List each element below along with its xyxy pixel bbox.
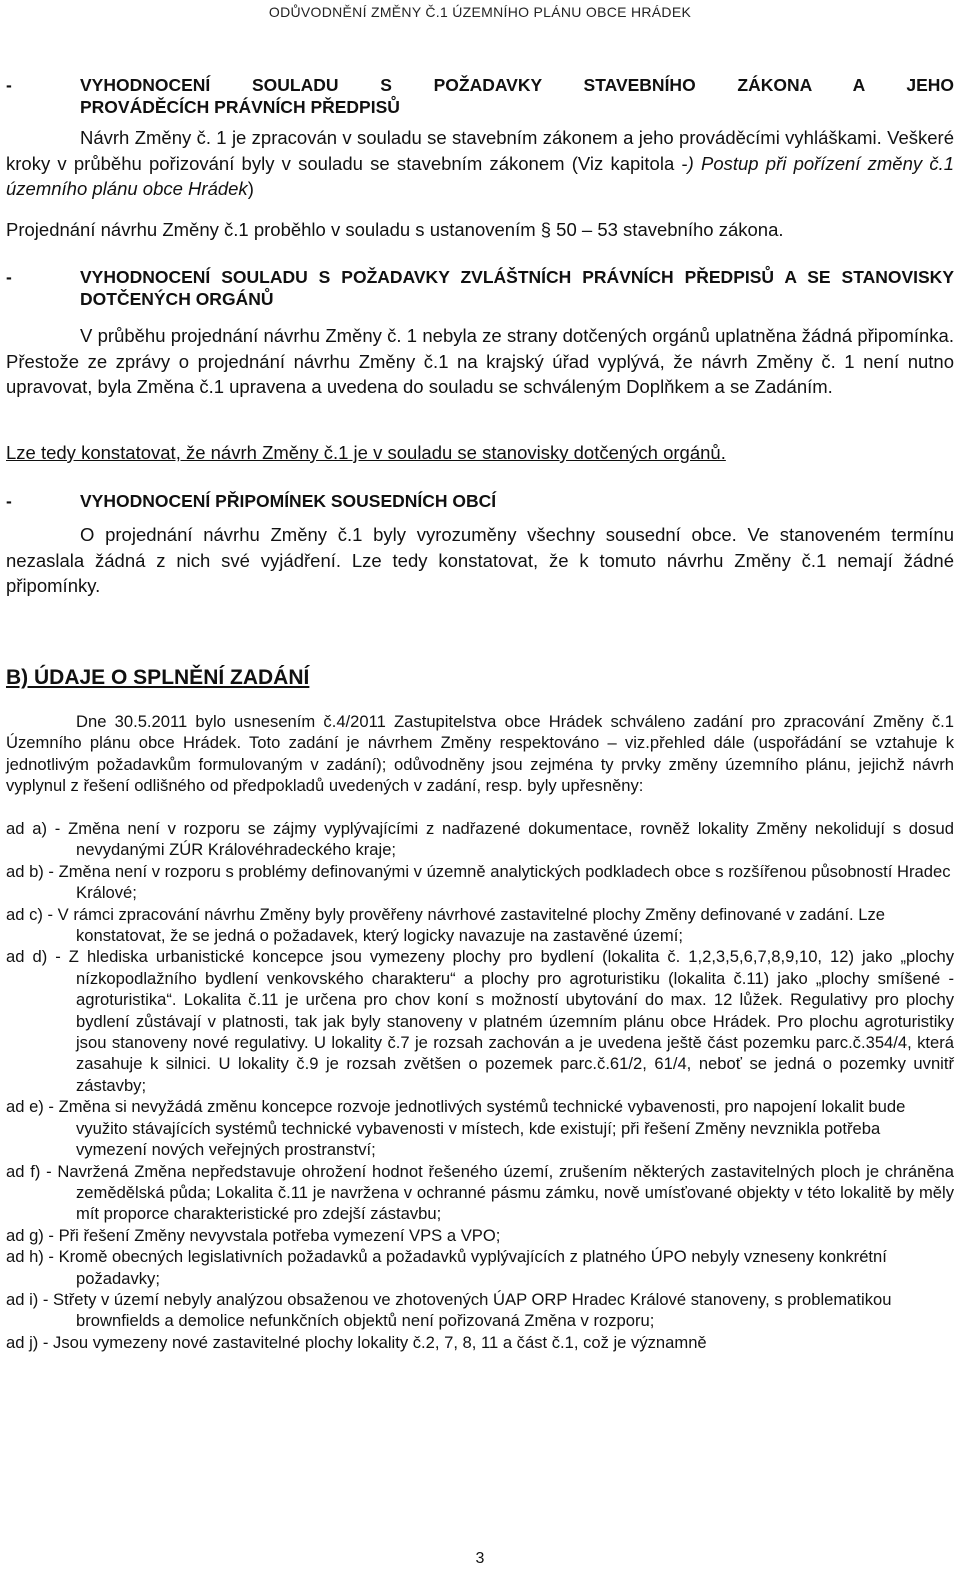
paragraph-negotiation: Projednání návrhu Změny č.1 proběhlo v souladu s ustanovením § 50 – 53 stavebního zákona. [6,219,784,240]
section-heading-legal-compliance: - VYHODNOCENÍ SOULADU S POŽADAVKY STAVEBNÍHO ZÁKONA A JEHO PROVÁDĚCÍCH PRÁVNÍCH PŘEDPISŮ [6,75,954,117]
page-header: ODŮVODNĚNÍ ZMĚNY Č.1 ÚZEMNÍHO PLÁNU OBCE HRÁDEK [268,4,692,20]
list-item-h: ad h) - Kromě obecných legislativních požadavků a požadavků vyplývajících z platného ÚPO nebyly vzneseny konkrétní požadavky; [6,1247,887,1288]
paragraph-authorities: V průběhu projednání návrhu Změny č. 1 nebyla ze strany dotčených orgánů uplatněna žádná připomínka. Přestože ze zprávy o projednání návrhu Změny č.1 na krajský úřad vyplývá, že návrh Změny č. 1 není nutno upravovat, byla Změna č.1 upravena a uvedena do souladu se schváleným Doplňkem a se Zadáním. [6,325,954,397]
list-item-c: ad c) - V rámci zpracování návrhu Změny byly prověřeny návrhové zastavitelné plochy Změny definované v zadání. Lze konstatovat, že se jedná o požadavek, který logicky navazuje na zastavěné území; [6,904,885,946]
section-b-title: B) ÚDAJE O SPLNĚNÍ ZADÁNÍ [6,666,310,689]
list-item-j: ad j) - Jsou vymezeny nové zastavitelné plochy lokality č.2, 7, 8, 11 a část č.1, což je významně [6,1332,707,1352]
page-number: 3 [475,1550,485,1567]
section-heading-special-regulations: - VYHODNOCENÍ SOULADU S POŽADAVKY ZVLÁŠTNÍCH PRÁVNÍCH PŘEDPISŮ A SE STANOVISKY DOTČENÝCH ORGÁNŮ [6,267,954,309]
list-item-a: ad a) - Změna není v rozporu se zájmy vyplývajícími z nadřazené dokumentace, rovněž lokality Změny nekolidují s dosud nevydanými ZÚR Královéhradeckého kraje; [6,819,954,860]
list-item-e: ad e) - Změna si nevyžádá změnu koncepce rozvoje jednotlivých systémů technické vybavenosti, pro napojení lokalit bude využito stávajících systémů technické vybavenosti v místech, kde existují; při řešení Změny nevznikla potřeba vymezení nových veřejných prostranství; [6,1097,906,1160]
paragraph-neighbours: O projednání návrhu Změny č.1 byly vyrozuměny všechny sousední obce. Ve stanoveném termínu nezaslala žádná z nich své vyjádření. Lze tedy konstatovat, že k tomuto návrhu Změny č.1 nemají žádné připomínky. [6,524,954,596]
heading-line-2: PROVÁDĚCÍCH PRÁVNÍCH PŘEDPISŮ [80,97,400,117]
paragraph-conclusion: Lze tedy konstatovat, že návrh Změny č.1 je v souladu se stanovisky dotčených orgánů. [6,442,726,463]
requirements-list [6,818,954,1353]
list-item-g: ad g) - Při řešení Změny nevyvstala potřeba vymezení VPS a VPO; [6,1225,501,1245]
paragraph-assignment-intro: Dne 30.5.2011 bylo usnesením č.4/2011 Zastupitelstva obce Hrádek schváleno zadání pro zpracování Změny č.1 Územního plánu obce Hrádek. Toto zadání je návrhem Změny respektováno – viz.přehled dále (uspořádání se vztahuje k jednotlivým požadavkům formulovaným v zadání); odůvodněny jsou zejména ty prvky změny územního plánu, jejichž návrh vyplynul z řešení odlišného od předpokladů uvedených v zadání, resp. byly upřesněny: [6,712,954,796]
heading-line-1: VYHODNOCENÍ SOULADU S POŽADAVKY STAVEBNÍHO ZÁKONA A JEHO [80,75,954,95]
list-item-f: ad f) - Navržená Změna nepředstavuje ohrožení hodnot řešeného území, zrušením některých zastavitelných ploch je chráněna zemědělská půda; Lokalita č.11 je navržena v ochranné pásmu zámku, nově umísťované objekty v této lokalitě by měly mít proporce charakteristické pro zdejší zástavbu; [6,1161,955,1224]
section-heading-neighbour-comments: - VYHODNOCENÍ PŘIPOMÍNEK SOUSEDNÍCH OBCÍ [6,491,497,511]
list-item-d: ad d) - Z hlediska urbanistické koncepce jsou vymezeny plochy pro bydlení (lokalita č. 1,2,3,5,6,7,8,9,10, 12) jako „plochy nízkopodlažního bydlení venkovského charakteru“ a plochy pro agroturistiku (lokalita č.11) jako „plochy smíšené - agroturistika“. Lokalita č.11 je určena pro chov koní s možností ubytování do max. 12 lůžek. Regulativy pro plochy bydlení zůstávají v platnosti, tak jak byly stanoveny v platném územním plánu obce Hrádek. Pro plochu agroturistiky jsou stanoveny nové regulativy. U lokality č.7 je rozsah zachován a je uvedena ještě část pozemku parc.č.354/4, která zasahuje k silnici. U lokality č.9 je rozsah zvětšen o pozemek parc.č.61/2, 61/4, neboť se jedná o pozemky uvnitř zástavby; [6,947,954,1095]
paragraph-draft-compliance: Návrh Změny č. 1 je zpracován v souladu se stavebním zákonem a jeho prováděcími vyhláškami. Veškeré kroky v průběhu pořizování byly v souladu se stavebním zákonem (Viz kapitola -) Postup při pořízení změny č.1 územního plánu obce Hrádek) [6,127,955,199]
list-item-b: ad b) - Změna není v rozporu s problémy definovanými v územně analytických podkladech obce s rozšířenou působností Hradec Králové; [6,861,951,903]
list-item-i: ad i) - Střety v území nebyly analýzou obsaženou ve zhotovených ÚAP ORP Hradec Králové stanoveny, s problematikou brownfields a demolice nefunkčních objektů není pořizovaná Změna v rozporu; [6,1289,892,1331]
